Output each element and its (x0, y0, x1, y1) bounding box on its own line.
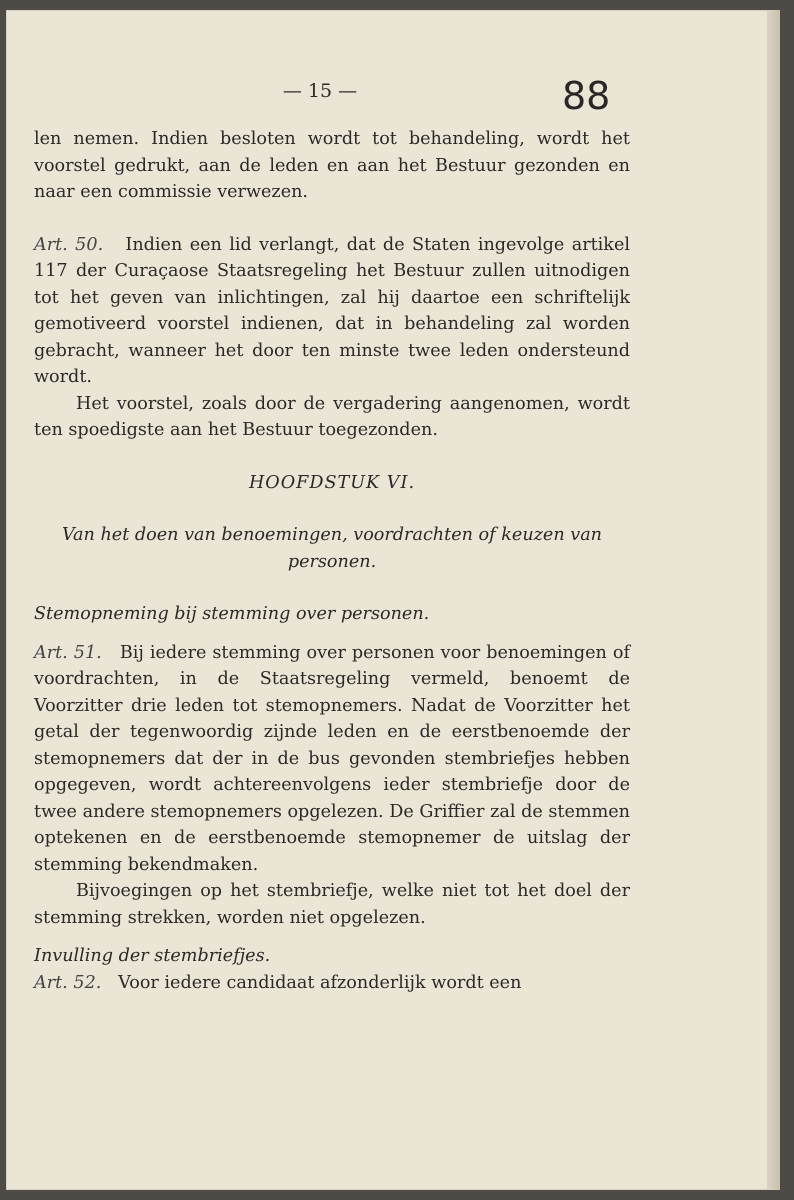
article-50-label: Art. 50. (34, 234, 104, 255)
page-number: — 15 — (282, 80, 358, 102)
chapter-title: Van het doen van benoemingen, voordrachten of keuzen van personen. (61, 525, 603, 572)
stamp-number: 88 (562, 74, 611, 118)
spacer (34, 575, 630, 601)
chapter-heading: HOOFDSTUK VI. (248, 472, 416, 493)
paragraph-bijvoegingen: Bijvoegingen op het stembriefje, welke niet tot het doel der stemming strekken, worden niet opgelezen. (34, 881, 630, 928)
article-51-label: Art. 51. (34, 642, 102, 663)
spacer (34, 206, 630, 232)
spacer (34, 444, 630, 470)
section-heading-invulling: Invulling der stembriefjes. (34, 946, 271, 966)
spacer (34, 628, 630, 640)
article-51-text: Bij iedere stemming over personen voor benoemingen of voordrachten, in de Staatsregeling vermeld, benoemt de Voorzitter drie leden tot stemopnemers. Nadat de Voorzitter het getal der tegenwoordig zijnde leden en de eerstbenoemde der stemopnemers dat der in de bus gevonden stembriefjes hebben opgegeven, wordt achtereenvolgens ieder stembriefje door de twee andere stemopnemers opgelezen. De Griffier zal de stemmen optekenen en de eerstbenoemde stemopnemer de uitslag der stemming bekendmaken. (34, 642, 630, 875)
article-51 (34, 640, 630, 879)
article-52-label: Art. 52. (34, 972, 102, 993)
article-50 (34, 232, 630, 391)
article-52 (34, 970, 630, 997)
section-heading-stemopneming: Stemopneming bij stemming over personen. (34, 604, 430, 624)
page-body (34, 126, 630, 996)
spacer (34, 496, 630, 522)
paragraph-voorstel: Het voorstel, zoals door de vergadering aangenomen, wordt ten spoedigste aan het Bestuur toegezonden. (34, 393, 630, 440)
article-50-text: Indien een lid verlangt, dat de Staten ingevolge artikel 117 der Curaçaose Staatsregeling het Bestuur zullen uitnodigen tot het geven van inlichtingen, zal hij daartoe een schriftelijk gemotiveerd voorstel indienen, dat in behandeling zal worden gebracht, wanneer het door ten minste twee leden ondersteund wordt. (34, 234, 631, 387)
paragraph-continuation: len nemen. Indien besloten wordt tot behandeling, wordt het voorstel gedrukt, aan de leden en aan het Bestuur gezonden en naar een commissie verwezen. (34, 129, 630, 202)
spacer (34, 931, 630, 943)
article-52-text: Voor iedere candidaat afzonderlijk wordt een (118, 972, 522, 993)
page-edge (768, 10, 780, 1190)
